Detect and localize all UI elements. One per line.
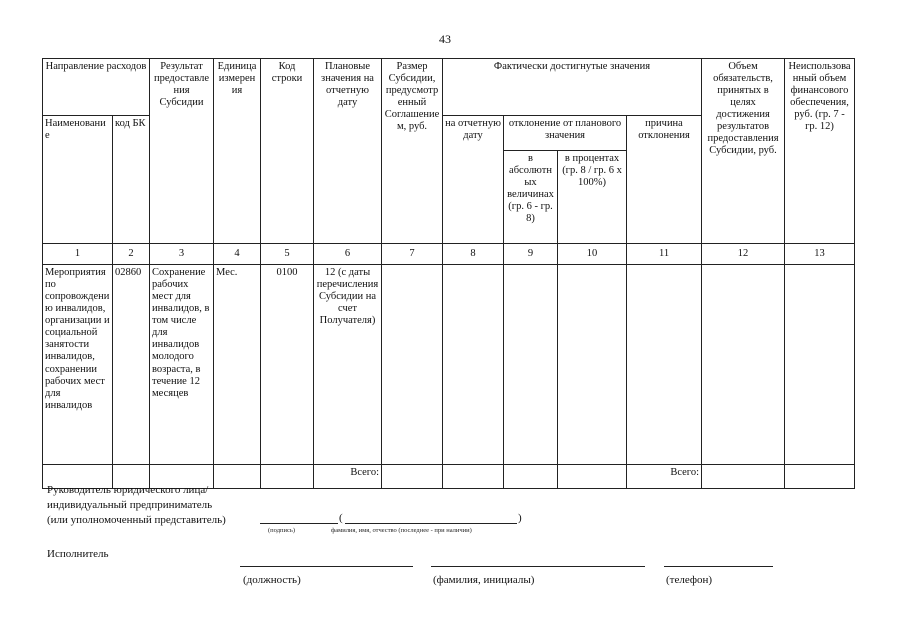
row-unit: Мес.: [214, 265, 261, 465]
total-label-reason: Всего:: [627, 465, 702, 489]
header-deviation: отклонение от планового значения: [504, 116, 627, 151]
col-num-1: 1: [43, 244, 113, 265]
row-name: Мероприятия по сопровождению инвалидов, организации и социальной занятости инвалидов, сохранении рабочих мест для инвалидов: [43, 265, 113, 465]
total-cell-8: [443, 465, 504, 489]
head-label-line2: индивидуальный предприниматель: [47, 499, 213, 511]
header-abs: в абсолютных величинах (гр. 6 - гр. 8): [504, 151, 558, 244]
col-num-9: 9: [504, 244, 558, 265]
col-num-4: 4: [214, 244, 261, 265]
col-num-13: 13: [785, 244, 855, 265]
total-cell-5: [261, 465, 314, 489]
row-code: 0100: [261, 265, 314, 465]
row-cell-11: [627, 265, 702, 465]
row-cell-10: [558, 265, 627, 465]
row-cell-13: [785, 265, 855, 465]
col-num-10: 10: [558, 244, 627, 265]
total-cell-4: [214, 465, 261, 489]
row-cell-8: [443, 265, 504, 465]
header-actual: Фактически достигнутые значения: [443, 59, 702, 116]
surname-caption: (фамилия, инициалы): [433, 574, 535, 586]
total-label-planned: Всего:: [314, 465, 382, 489]
header-unused: Неиспользованный объем финансового обеспечения, руб. (гр. 7 - гр. 12): [785, 59, 855, 244]
row-cell-7: [382, 265, 443, 465]
col-num-12: 12: [702, 244, 785, 265]
col-num-5: 5: [261, 244, 314, 265]
header-kbk: код БК: [113, 116, 150, 244]
header-direction: Направление расходов: [43, 59, 150, 116]
header-report-date: на отчетную дату: [443, 116, 504, 244]
header-amount: Размер Субсидии, предусмотренный Соглашением, руб.: [382, 59, 443, 244]
row-kbk: 02860: [113, 265, 150, 465]
total-cell-12: [702, 465, 785, 489]
col-num-8: 8: [443, 244, 504, 265]
column-numbers-row: [43, 244, 855, 265]
row-planned: 12 (с даты перечисления Субсидии на счет Получателя): [314, 265, 382, 465]
surname-line: [431, 566, 645, 567]
header-unit: Единица измерения: [214, 59, 261, 244]
phone-caption: (телефон): [666, 574, 713, 586]
row-cell-12: [702, 265, 785, 465]
position-caption: (должность): [243, 574, 301, 586]
row-cell-9: [504, 265, 558, 465]
fio-open-paren: (: [339, 512, 343, 524]
col-num-6: 6: [314, 244, 382, 265]
header-name: Наименование: [43, 116, 113, 244]
header-row-1: [43, 59, 855, 116]
sign-caption: (подпись): [268, 527, 295, 534]
header-planned: Плановые значения на отчетную дату: [314, 59, 382, 244]
col-num-11: 11: [627, 244, 702, 265]
col-num-3: 3: [150, 244, 214, 265]
signature-line: [260, 523, 338, 524]
col-num-7: 7: [382, 244, 443, 265]
header-pct: в процентах (гр. 8 / гр. 6 x 100%): [558, 151, 627, 244]
total-cell-10: [558, 465, 627, 489]
fio-caption: фамилия, имя, отчество (последнее - при наличии): [331, 527, 472, 534]
position-line: [240, 566, 413, 567]
report-table: [42, 58, 855, 489]
total-cell-9: [504, 465, 558, 489]
col-num-2: 2: [113, 244, 150, 265]
executor-label: Исполнитель: [47, 548, 109, 560]
head-label-line1: Руководитель юридического лица/: [47, 484, 209, 496]
data-row: [43, 265, 855, 465]
total-cell-13: [785, 465, 855, 489]
header-result: Результат предоставления Субсидии: [150, 59, 214, 244]
fio-close-paren: ): [518, 512, 522, 524]
total-cell-7: [382, 465, 443, 489]
row-result: Сохранение рабочих мест для инвалидов, в том числе для инвалидов молодого возраста, в течение 12 месяцев: [150, 265, 214, 465]
header-code: Код строки: [261, 59, 314, 244]
header-obligations: Объем обязательств, принятых в целях достижения результатов предоставления Субсидии, руб.: [702, 59, 785, 244]
fio-line: [345, 523, 517, 524]
head-label-line3: (или уполномоченный представитель): [47, 514, 226, 526]
page-number: 43: [439, 32, 451, 46]
phone-line: [664, 566, 773, 567]
header-reason: причина отклонения: [627, 116, 702, 244]
